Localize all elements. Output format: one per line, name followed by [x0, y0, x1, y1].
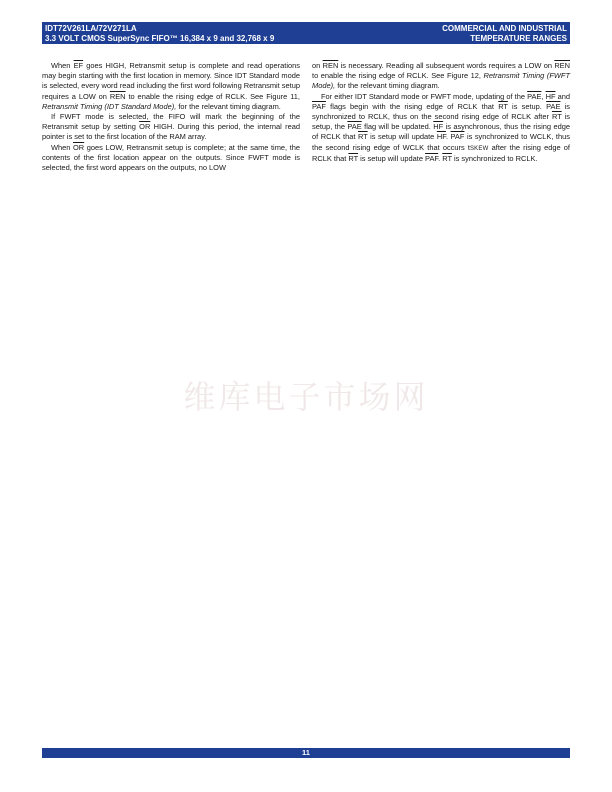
text-run: goes LOW, Retransmit setup is complete; at the same time, the contents of the first location appear on the outputs. Since FWFT mode is selected, the first word appears on the outputs, no LOW: [42, 142, 300, 173]
rt-signal: $\overline{RT}$: [498, 101, 508, 111]
text-run: is setup.: [507, 101, 547, 111]
paf-flag: $\overline{PAF}$: [425, 153, 439, 163]
text-run: is asynchronous, thus the rising edge of RCLK that: [312, 122, 570, 142]
figure-reference: Retransmit Timing (IDT Standard Mode),: [42, 101, 177, 111]
paragraph-ef-retransmit: [42, 61, 300, 112]
text-run: .: [438, 153, 443, 163]
ren-signal: $\overline{REN}$: [322, 61, 339, 70]
rt-signal: $\overline{RT}$: [348, 153, 359, 163]
text-run: is setup will update: [358, 153, 426, 163]
text-run: ,: [541, 91, 546, 101]
or-signal: $\overline{OR}$: [139, 122, 151, 132]
or-signal: $\overline{OR}$: [73, 142, 85, 152]
text-run: HIGH. During this period, the internal read pointer is set to the first location of the RAM array.: [42, 122, 301, 142]
ef-signal: $\overline{EF}$: [73, 61, 84, 70]
text-run: is synchronized to RCLK, thus on the second rising edge of RCLK after: [312, 101, 571, 122]
text-run: flags begin with the rising edge of RCLK that: [325, 101, 499, 111]
page-footer: [42, 748, 570, 758]
text-run: to enable the rising edge of RCLK. See Figure 12,: [312, 71, 484, 81]
hf-flag: $\overline{HF}$: [436, 132, 446, 142]
ren-signal: $\overline{REN}$: [109, 91, 126, 101]
text-run: for the relevant timing diagram.: [335, 81, 440, 91]
text-run: to enable the rising edge of RCLK. See Figure 11,: [125, 91, 300, 101]
page-number: 11: [302, 748, 310, 757]
watermark: 维库电子市场网: [183, 378, 429, 416]
paragraph-or-low: [42, 143, 300, 174]
text-run: is setup will update: [367, 132, 437, 142]
temperature-grade-line2: TEMPERATURE RANGES: [470, 33, 567, 43]
paf-flag: $\overline{PAF}$: [312, 101, 326, 111]
text-run: flag will be updated.: [361, 122, 434, 132]
text-run: is necessary. Reading all subsequent words requires a LOW on: [338, 61, 555, 70]
header-right: [442, 24, 567, 43]
text-run: is synchronized to WCLK, thus the second rising edge of WCLK that occurs t: [312, 132, 570, 152]
skew-subscript: SKEW: [469, 145, 489, 152]
ren-signal: $\overline{REN}$: [554, 61, 571, 70]
paragraph-fwft-mode: [42, 112, 300, 143]
text-run: goes HIGH, Retransmit setup is complete and read operations may begin starting with the first location in memory. Since IDT Standard mode is selected, every word read including the first word following Retransmit setup requires a LOW on: [42, 61, 300, 101]
paragraph-flag-updates: [312, 92, 570, 164]
right-column: [312, 61, 570, 164]
header-left: [45, 24, 274, 43]
text-run: When: [51, 61, 74, 70]
text-run: is setup, the: [312, 112, 571, 132]
text-run: When: [51, 142, 73, 152]
hf-flag: $\overline{HF}$: [545, 91, 556, 101]
paragraph-ren-continued: [312, 61, 570, 92]
hf-flag: $\overline{HF}$: [433, 122, 444, 132]
temperature-grade-line1: COMMERCIAL AND INDUSTRIAL: [442, 24, 567, 33]
paf-flag: $\overline{PAF}$: [450, 132, 465, 142]
pae-flag: $\overline{PAE}$: [347, 122, 362, 132]
left-column: [42, 61, 300, 173]
pae-flag: $\overline{PAE}$: [527, 91, 542, 101]
text-run: is synchronized to RCLK.: [451, 153, 538, 163]
text-run: for the relevant timing diagram.: [176, 101, 281, 111]
part-number: IDT72V261LA/72V271LA: [45, 24, 137, 33]
text-run: .: [445, 132, 451, 142]
rt-signal: $\overline{RT}$: [357, 132, 368, 142]
text-run: and: [555, 91, 570, 101]
rt-signal: $\overline{RT}$: [442, 153, 452, 163]
text-run: on: [312, 61, 323, 70]
rt-signal: $\overline{RT}$: [551, 112, 562, 122]
text-run: For either IDT Standard mode or FWFT mode, updating of the: [321, 91, 528, 101]
pae-flag: $\overline{PAE}$: [546, 101, 561, 111]
page-header: [42, 22, 570, 44]
text-run: after the rising edge of RCLK that: [312, 142, 571, 163]
document-subtitle: 3.3 VOLT CMOS SuperSync FIFO™ 16,384 x 9 and 32,768 x 9: [45, 33, 275, 43]
figure-reference: Retransmit Timing (FWFT Mode),: [312, 71, 570, 91]
text-run: If FWFT mode is selected, the FIFO will mark the beginning of the Retransmit setup by setting: [42, 112, 300, 132]
